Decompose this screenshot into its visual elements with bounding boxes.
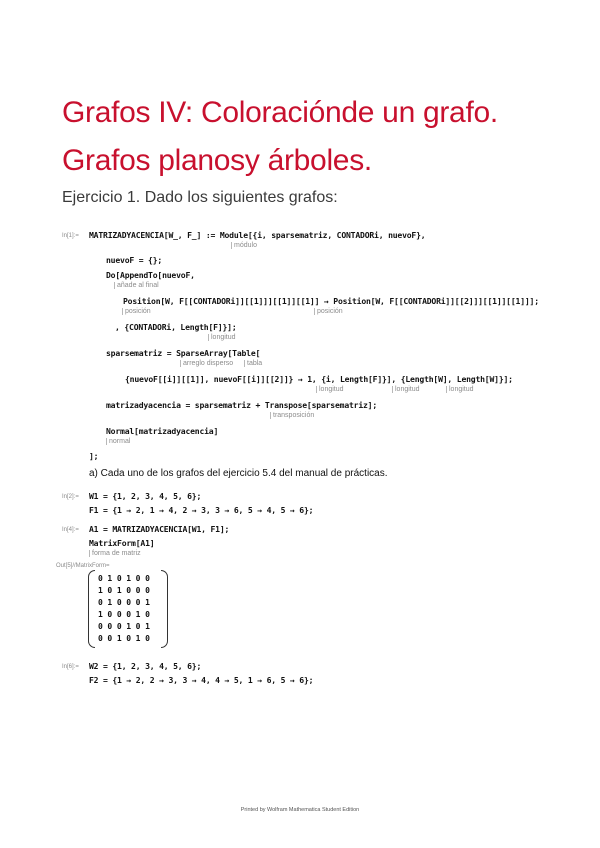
code-line-1[interactable]: MATRIZADYACENCIA[W_, F_] := Module[{i, sparsematriz, CONTADORi, nuevoF}, bbox=[89, 230, 426, 240]
matrix-row: 000101 bbox=[98, 622, 155, 631]
code-line-8[interactable]: matrizadyacencia = sparsematriz + Transpose[sparsematriz]; bbox=[106, 400, 378, 410]
cell-label-in6: In[6]:= bbox=[62, 664, 79, 670]
exercise-part-a: a) Cada uno de los grafos del ejercicio 5.4 del manual de prácticas. bbox=[89, 468, 388, 479]
cell-label-in2: In[2]:= bbox=[62, 494, 79, 500]
code-f2[interactable]: F2 = {1 → 2, 2 → 3, 3 → 4, 4 → 5, 1 → 6, 5 → 6}; bbox=[89, 675, 314, 685]
cell-label-in4: In[4]:= bbox=[62, 527, 79, 533]
hint-longitud-3: longitud bbox=[392, 386, 420, 393]
matrix-row: 101000 bbox=[98, 586, 155, 595]
matrix-left-paren bbox=[88, 570, 95, 648]
hint-longitud-4: longitud bbox=[446, 386, 474, 393]
hint-transposicion: transposición bbox=[270, 412, 314, 419]
code-matrixform[interactable]: MatrixForm[A1] bbox=[89, 538, 155, 548]
matrix-row: 010001 bbox=[98, 598, 155, 607]
code-a1[interactable]: A1 = MATRIZADYACENCIA[W1, F1]; bbox=[89, 524, 230, 534]
code-line-6[interactable]: sparsematriz = SparseArray[Table[ bbox=[106, 348, 261, 358]
hint-longitud-2: longitud bbox=[316, 386, 344, 393]
matrix-right-paren bbox=[161, 570, 168, 648]
hint-tabla: tabla bbox=[244, 360, 262, 367]
hint-posicion-1: posición bbox=[122, 308, 151, 315]
code-line-10[interactable]: ]; bbox=[89, 451, 99, 461]
code-line-7[interactable]: {nuevoF[[i]][[1]], nuevoF[[i]][[2]]} → 1, {i, Length[F]}], {Length[W], Length[W]}]; bbox=[125, 374, 513, 384]
code-line-2[interactable]: nuevoF = {}; bbox=[106, 255, 163, 265]
cell-label-in1: In[1]:= bbox=[62, 233, 79, 239]
page-title-line-2: Grafos planosy árboles. bbox=[62, 144, 372, 177]
code-line-5[interactable]: , {CONTADORi, Length[F]}]; bbox=[115, 322, 237, 332]
code-line-9[interactable]: Normal[matrizadyacencia] bbox=[106, 426, 219, 436]
hint-anade: añade al final bbox=[114, 282, 159, 289]
matrix-row: 001010 bbox=[98, 634, 155, 643]
hint-modulo: módulo bbox=[231, 242, 257, 249]
code-w1[interactable]: W1 = {1, 2, 3, 4, 5, 6}; bbox=[89, 491, 202, 501]
code-line-4[interactable]: Position[W, F[[CONTADORi]][[1]]][[1]][[1]] → Position[W, F[[CONTADORi]][[2]]][[1]][[1]]]; bbox=[123, 296, 539, 306]
hint-forma-matriz: forma de matriz bbox=[89, 550, 141, 557]
hint-posicion-2: posición bbox=[314, 308, 343, 315]
exercise-heading: Ejercicio 1. Dado los siguientes grafos: bbox=[62, 189, 338, 206]
page-title-line-1: Grafos IV: Coloraciónde un grafo. bbox=[62, 96, 498, 129]
hint-arreglo: arreglo disperso bbox=[180, 360, 233, 367]
print-footer: Printed by Wolfram Mathematica Student Edition bbox=[240, 807, 360, 813]
hint-longitud-1: longitud bbox=[208, 334, 236, 341]
matrix-row: 100010 bbox=[98, 610, 155, 619]
code-w2[interactable]: W2 = {1, 2, 3, 4, 5, 6}; bbox=[89, 661, 202, 671]
cell-label-out5: Out[5]//MatrixForm= bbox=[56, 563, 110, 569]
matrix-row: 010100 bbox=[98, 574, 155, 583]
code-f1[interactable]: F1 = {1 → 2, 1 → 4, 2 → 3, 3 → 6, 5 → 4, 5 → 6}; bbox=[89, 505, 314, 515]
hint-normal: normal bbox=[106, 438, 130, 445]
code-line-3[interactable]: Do[AppendTo[nuevoF, bbox=[106, 270, 195, 280]
adjacency-matrix-output bbox=[88, 570, 168, 648]
